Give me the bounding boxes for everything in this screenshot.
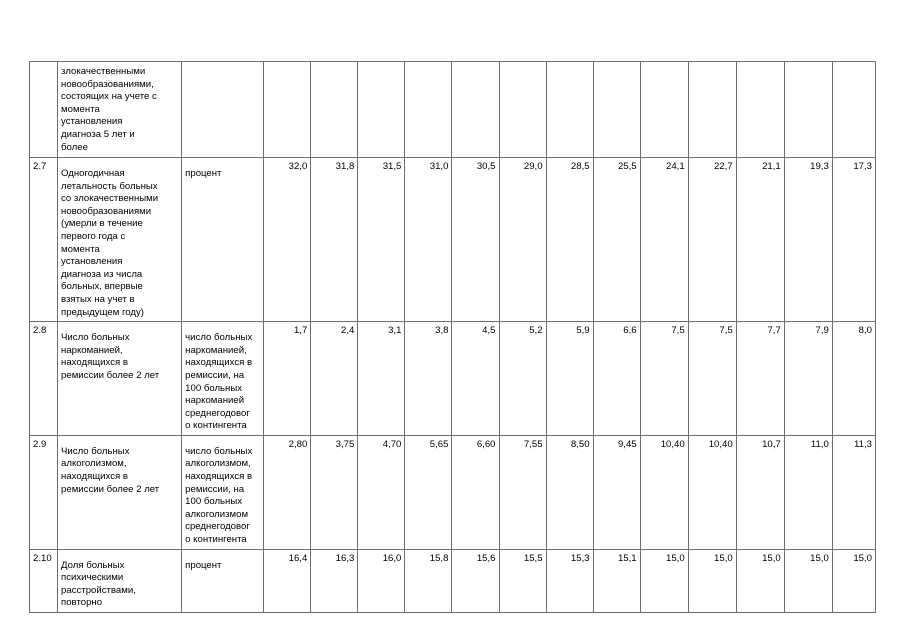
- unit-cell: [182, 62, 264, 158]
- value-cell: 3,1: [358, 322, 405, 436]
- indicator-name-cell: злокачественными новообразованиями, состоящих на учете с момента установления диагноза 5 лет и более: [58, 62, 182, 158]
- row-number-cell: 2.8: [30, 322, 58, 436]
- value-cell: 7,55: [499, 435, 546, 549]
- unit-cell: число больных наркоманией, находящихся в ремиссии, на 100 больных наркоманией среднегодовог о контингента: [182, 322, 264, 436]
- value-cell: 7,5: [640, 322, 688, 436]
- value-cell: 15,3: [546, 549, 593, 612]
- value-cell: 5,65: [405, 435, 452, 549]
- value-cell: 10,40: [688, 435, 736, 549]
- unit-cell: процент: [182, 158, 264, 322]
- value-cell: 19,3: [784, 158, 832, 322]
- value-cell: 8,50: [546, 435, 593, 549]
- value-cell: 10,7: [736, 435, 784, 549]
- value-cell: [736, 62, 784, 158]
- value-cell: 31,0: [405, 158, 452, 322]
- value-cell: 9,45: [593, 435, 640, 549]
- value-cell: 7,9: [784, 322, 832, 436]
- value-cell: 17,3: [832, 158, 875, 322]
- value-cell: 31,5: [358, 158, 405, 322]
- row-number-cell: 2.7: [30, 158, 58, 322]
- row-number-cell: 2.9: [30, 435, 58, 549]
- table-row-continuation: [30, 62, 876, 158]
- indicator-name-cell: Доля больных психическими расстройствами, повторно: [58, 549, 182, 612]
- indicators-table: [29, 61, 876, 613]
- value-cell: 6,6: [593, 322, 640, 436]
- value-cell: 22,7: [688, 158, 736, 322]
- value-cell: 2,4: [311, 322, 358, 436]
- value-cell: [688, 62, 736, 158]
- value-cell: [452, 62, 499, 158]
- value-cell: 16,4: [264, 549, 311, 612]
- value-cell: 5,9: [546, 322, 593, 436]
- row-number-cell: 2.10: [30, 549, 58, 612]
- table-row-2-8: [30, 322, 876, 436]
- value-cell: 32,0: [264, 158, 311, 322]
- value-cell: 5,2: [499, 322, 546, 436]
- value-cell: 15,0: [688, 549, 736, 612]
- value-cell: 15,0: [736, 549, 784, 612]
- value-cell: [264, 62, 311, 158]
- table-row-2-10: [30, 549, 876, 612]
- value-cell: [832, 62, 875, 158]
- value-cell: 1,7: [264, 322, 311, 436]
- value-cell: 6,60: [452, 435, 499, 549]
- value-cell: 15,5: [499, 549, 546, 612]
- value-cell: 2,80: [264, 435, 311, 549]
- value-cell: 11,0: [784, 435, 832, 549]
- row-number-cell: [30, 62, 58, 158]
- value-cell: 21,1: [736, 158, 784, 322]
- value-cell: 8,0: [832, 322, 875, 436]
- indicator-name-cell: Число больных алкоголизмом, находящихся в ремиссии более 2 лет: [58, 435, 182, 549]
- value-cell: [640, 62, 688, 158]
- value-cell: 10,40: [640, 435, 688, 549]
- unit-cell: число больных алкоголизмом, находящихся в ремиссии, на 100 больных алкоголизмом среднегодовог о контингента: [182, 435, 264, 549]
- value-cell: 4,70: [358, 435, 405, 549]
- value-cell: 29,0: [499, 158, 546, 322]
- value-cell: 15,0: [832, 549, 875, 612]
- value-cell: [405, 62, 452, 158]
- value-cell: 7,7: [736, 322, 784, 436]
- value-cell: 28,5: [546, 158, 593, 322]
- value-cell: 16,3: [311, 549, 358, 612]
- value-cell: 31,8: [311, 158, 358, 322]
- value-cell: 15,0: [784, 549, 832, 612]
- value-cell: [311, 62, 358, 158]
- value-cell: [546, 62, 593, 158]
- table-row-2-7: [30, 158, 876, 322]
- value-cell: 7,5: [688, 322, 736, 436]
- value-cell: 15,1: [593, 549, 640, 612]
- value-cell: [784, 62, 832, 158]
- table-row-2-9: [30, 435, 876, 549]
- unit-cell: процент: [182, 549, 264, 612]
- value-cell: 30,5: [452, 158, 499, 322]
- indicator-name-cell: Число больных наркоманией, находящихся в ремиссии более 2 лет: [58, 322, 182, 436]
- value-cell: 24,1: [640, 158, 688, 322]
- value-cell: 3,75: [311, 435, 358, 549]
- value-cell: 11,3: [832, 435, 875, 549]
- value-cell: 15,0: [640, 549, 688, 612]
- value-cell: 25,5: [593, 158, 640, 322]
- value-cell: [499, 62, 546, 158]
- value-cell: [358, 62, 405, 158]
- value-cell: 4,5: [452, 322, 499, 436]
- value-cell: 15,8: [405, 549, 452, 612]
- value-cell: [593, 62, 640, 158]
- value-cell: 16,0: [358, 549, 405, 612]
- indicator-name-cell: Одногодичная летальность больных со злокачественными новообразованиями (умерли в течение первого года с момента установления диагноза из числа больных, впервые взятых на учет в предыдущем году): [58, 158, 182, 322]
- value-cell: 3,8: [405, 322, 452, 436]
- value-cell: 15,6: [452, 549, 499, 612]
